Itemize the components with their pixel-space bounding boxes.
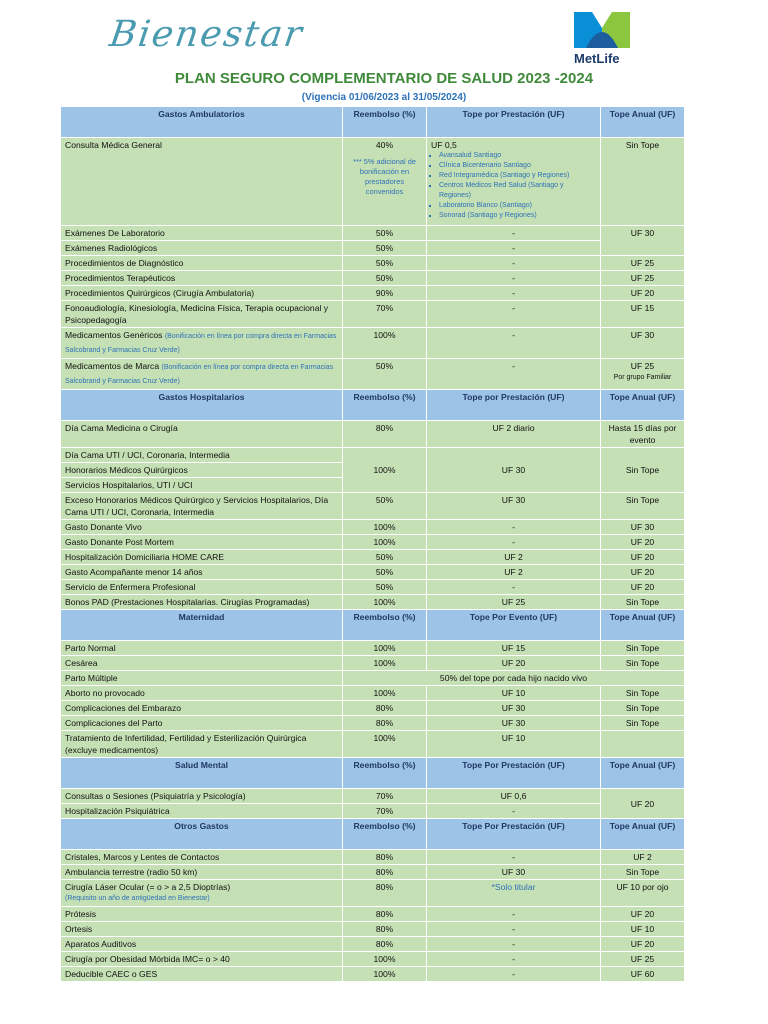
anual-cell: UF 60: [601, 967, 685, 982]
validity-period: (Vigencia 01/06/2023 al 31/05/2024): [301, 92, 467, 103]
tope-cell: -: [427, 952, 601, 967]
reembolso-value: 40%: [375, 140, 394, 150]
anual-cell: UF 20: [601, 937, 685, 952]
anual-cell: Sin Tope: [601, 716, 685, 731]
tope-cell: UF 2 diario: [427, 421, 601, 448]
benefit-name: Tratamiento de Infertilidad, Fertilidad y Esterilización Quirúrgica (excluye medicamentos): [61, 731, 343, 758]
tope-cell: -: [427, 967, 601, 982]
section-header-maternidad: [61, 610, 685, 641]
tope-cell: UF 20: [427, 656, 601, 671]
tope-cell: -: [427, 804, 601, 819]
benefit-name: Exámenes De Laboratorio: [61, 226, 343, 241]
table-row: [61, 301, 685, 328]
table-row: [61, 595, 685, 610]
header-cell: Reembolso (%): [343, 610, 427, 641]
tope-cell: -: [427, 256, 601, 271]
anual-cell: Sin Tope: [601, 641, 685, 656]
table-row: [61, 641, 685, 656]
header-cell: Tope por Prestación (UF): [427, 107, 601, 138]
benefit-name: Consulta Médica General: [61, 138, 343, 226]
benefit-name: Consultas o Sesiones (Psiquiatría y Psicología): [61, 789, 343, 804]
reembolso-cell: 70%: [343, 804, 427, 819]
table-row: [61, 448, 685, 463]
benefit-name: Exámenes Radiológicos: [61, 241, 343, 256]
benefit-name: Aborto no provocado: [61, 686, 343, 701]
anual-cell: [601, 359, 685, 390]
header-cell: Tope Anual (UF): [601, 819, 685, 850]
table-row: [61, 359, 685, 390]
header-cell: Maternidad: [61, 610, 343, 641]
anual-cell: UF 30: [601, 520, 685, 535]
reembolso-cell: 100%: [343, 328, 427, 359]
anual-cell: UF 2: [601, 850, 685, 865]
tope-cell: UF 2: [427, 550, 601, 565]
section-header-ambulatorios: [61, 107, 685, 138]
reembolso-cell: 50%: [343, 493, 427, 520]
list-item: ▪ Laboratorio Blanco (Santiago): [439, 201, 596, 211]
anual-cell: Sin Tope: [601, 686, 685, 701]
benefit-name: Parto Normal: [61, 641, 343, 656]
benefit-name: Complicaciones del Embarazo: [61, 701, 343, 716]
anual-cell: UF 20: [601, 907, 685, 922]
reembolso-cell: 80%: [343, 421, 427, 448]
bienestar-logo: Bienestar: [107, 14, 307, 55]
tope-cell: [427, 138, 601, 226]
reembolso-cell: 50%: [343, 241, 427, 256]
list-item: ▪ Clínica Bicentenario Santiago: [439, 161, 596, 171]
reembolso-cell: 70%: [343, 789, 427, 804]
anual-cell: Sin Tope: [601, 865, 685, 880]
benefit-name: Medicamentos Genéricos: [65, 330, 163, 340]
tope-cell: -: [427, 241, 601, 256]
tope-cell: UF 30: [427, 448, 601, 493]
anual-cell: Hasta 15 días por evento: [601, 421, 685, 448]
reembolso-cell: [343, 138, 427, 226]
list-item: ▪ Sonorad (Santiago y Regiones): [439, 211, 596, 221]
table-row: [61, 286, 685, 301]
tope-cell: UF 10: [427, 686, 601, 701]
benefit-name: Complicaciones del Parto: [61, 716, 343, 731]
reembolso-cell: 50%: [343, 256, 427, 271]
reembolso-cell: 80%: [343, 922, 427, 937]
anual-cell: UF 25: [601, 952, 685, 967]
tope-cell: UF 30: [427, 701, 601, 716]
benefit-name: Exceso Honorarios Médicos Quirúrgico y Servicios Hospitalarios, Día Cama UTI / UCI, Coronaria, Intermedia: [61, 493, 343, 520]
anual-cell: Sin Tope: [601, 595, 685, 610]
table-row: [61, 226, 685, 241]
anual-cell: UF 25: [601, 256, 685, 271]
section-header-salud-mental: [61, 758, 685, 789]
anual-cell: UF 20: [601, 550, 685, 565]
header-cell: Tope Por Prestación (UF): [427, 758, 601, 789]
table-row: [61, 731, 685, 758]
tope-cell: -: [427, 520, 601, 535]
anual-cell: Sin Tope: [601, 448, 685, 493]
header-cell: Tope Anual (UF): [601, 758, 685, 789]
reembolso-cell: 70%: [343, 301, 427, 328]
reembolso-cell: 90%: [343, 286, 427, 301]
table-row: [61, 686, 685, 701]
anual-cell: UF 20: [601, 286, 685, 301]
header-cell: Gastos Ambulatorios: [61, 107, 343, 138]
tope-cell: -: [427, 535, 601, 550]
tope-cell: UF 25: [427, 595, 601, 610]
tope-cell: -: [427, 328, 601, 359]
tope-cell: -: [427, 937, 601, 952]
tope-cell: -: [427, 271, 601, 286]
reembolso-cell: 100%: [343, 952, 427, 967]
anual-cell: Sin Tope: [601, 493, 685, 520]
benefit-name: Cirugía por Obesidad Mórbida IMC= o > 40: [61, 952, 343, 967]
reembolso-cell: 100%: [343, 686, 427, 701]
list-item: ▪ Red Integramédica (Santiago y Regiones): [439, 171, 596, 181]
anual-cell: UF 30: [601, 328, 685, 359]
reembolso-cell: 80%: [343, 937, 427, 952]
table-row: [61, 328, 685, 359]
reembolso-cell: 100%: [343, 641, 427, 656]
reembolso-cell: 100%: [343, 448, 427, 493]
tope-cell: UF 30: [427, 493, 601, 520]
anual-note: Por grupo Familiar: [613, 374, 672, 381]
reembolso-cell: 50%: [343, 580, 427, 595]
header-cell: Reembolso (%): [343, 758, 427, 789]
reembolso-cell: 100%: [343, 656, 427, 671]
list-item: ▪ Avansalud Santiago: [439, 151, 596, 161]
benefit-name: Ortesis: [61, 922, 343, 937]
reembolso-cell: 100%: [343, 731, 427, 758]
benefit-name: Hospitalización Domiciliaria HOME CARE: [61, 550, 343, 565]
benefit-name: Día Cama Medicina o Cirugía: [61, 421, 343, 448]
tope-cell: UF 30: [427, 716, 601, 731]
header-cell: Tope por Prestación (UF): [427, 390, 601, 421]
anual-cell: UF 20: [601, 580, 685, 595]
multiple-birth-rule: 50% del tope por cada hijo nacido vivo: [343, 671, 685, 686]
benefit-name: Servicio de Enfermera Profesional: [61, 580, 343, 595]
benefit-name-cell: [61, 328, 343, 359]
table-row: [61, 907, 685, 922]
reembolso-cell: 100%: [343, 520, 427, 535]
benefit-name: Servicios Hospitalarios, UTI / UCI: [61, 478, 343, 493]
benefit-name: Procedimientos Terapéuticos: [61, 271, 343, 286]
section-header-otros-gastos: [61, 819, 685, 850]
tope-cell: -: [427, 922, 601, 937]
benefit-name: Prótesis: [61, 907, 343, 922]
tope-cell: -: [427, 226, 601, 241]
reembolso-cell: 80%: [343, 865, 427, 880]
reembolso-cell: 50%: [343, 226, 427, 241]
benefit-name: Día Cama UTI / UCI, Coronaria, Intermedia: [61, 448, 343, 463]
tope-cell: -: [427, 301, 601, 328]
header-cell: Reembolso (%): [343, 819, 427, 850]
table-row: [61, 671, 685, 686]
benefit-name: Honorarios Médicos Quirúrgicos: [61, 463, 343, 478]
tope-cell: -: [427, 359, 601, 390]
table-row: [61, 937, 685, 952]
metlife-wordmark: MetLife: [574, 51, 620, 66]
table-row: [61, 580, 685, 595]
tope-cell: -: [427, 580, 601, 595]
anual-cell: UF 25: [601, 271, 685, 286]
header-cell: Tope Anual (UF): [601, 390, 685, 421]
reembolso-cell: 50%: [343, 359, 427, 390]
benefit-name: Aparatos Auditivos: [61, 937, 343, 952]
benefits-table: [60, 106, 685, 982]
benefit-name: Cristales, Marcos y Lentes de Contactos: [61, 850, 343, 865]
table-row: [61, 952, 685, 967]
header-cell: Gastos Hospitalarios: [61, 390, 343, 421]
table-row: [61, 271, 685, 286]
header-cell: Tope Por Prestación (UF): [427, 819, 601, 850]
benefit-name: Cesárea: [61, 656, 343, 671]
table-row: [61, 716, 685, 731]
table-row: [61, 520, 685, 535]
reembolso-cell: 50%: [343, 565, 427, 580]
benefit-name: Procedimientos Quirúrgicos (Cirugía Ambulatoria): [61, 286, 343, 301]
table-row: [61, 493, 685, 520]
benefit-name: Hospitalización Psiquiátrica: [61, 804, 343, 819]
header-cell: Salud Mental: [61, 758, 343, 789]
benefit-name: Bonos PAD (Prestaciones Hospitalarias. Cirugías Programadas): [61, 595, 343, 610]
benefit-name-cell: [61, 880, 343, 907]
page-title: PLAN SEGURO COMPLEMENTARIO DE SALUD 2023 -2024: [174, 70, 594, 87]
header-cell: Otros Gastos: [61, 819, 343, 850]
table-row: [61, 880, 685, 907]
anual-cell: Sin Tope: [601, 138, 685, 226]
discount-note: *** 5% adicional de bonificación en prestadores convenidos: [353, 157, 416, 196]
tope-cell: UF 10: [427, 731, 601, 758]
benefit-name: Medicamentos de Marca: [65, 361, 160, 371]
reembolso-cell: 80%: [343, 880, 427, 907]
table-row: [61, 565, 685, 580]
tope-cell: UF 2: [427, 565, 601, 580]
benefit-name: Gasto Acompañante menor 14 años: [61, 565, 343, 580]
tope-cell: -: [427, 907, 601, 922]
tope-cell: UF 0,6: [427, 789, 601, 804]
anual-cell: Sin Tope: [601, 701, 685, 716]
header-cell: Tope Por Evento (UF): [427, 610, 601, 641]
tope-cell: -: [427, 850, 601, 865]
header-cell: Tope Anual (UF): [601, 610, 685, 641]
table-row: [61, 535, 685, 550]
benefit-name: Cirugía Láser Ocular (= o > a 2,5 Dioptrías): [65, 882, 231, 892]
benefit-name: Deducible CAEC o GES: [61, 967, 343, 982]
header-cell: Reembolso (%): [343, 107, 427, 138]
reembolso-cell: 50%: [343, 550, 427, 565]
table-row: [61, 241, 685, 256]
anual-value: UF 25: [630, 361, 655, 371]
benefit-note: (Bonificación en línea por compra directa en Farmacias Salcobrand y Farmacias Cruz Verde): [65, 333, 337, 354]
table-row: [61, 656, 685, 671]
table-row: [61, 789, 685, 804]
tope-cell: UF 30: [427, 865, 601, 880]
table-row: [61, 550, 685, 565]
benefit-name: Gasto Donante Vivo: [61, 520, 343, 535]
anual-cell: UF 20: [601, 535, 685, 550]
tope-cell: UF 15: [427, 641, 601, 656]
table-row: [61, 865, 685, 880]
reembolso-cell: 50%: [343, 271, 427, 286]
reembolso-cell: 80%: [343, 850, 427, 865]
benefit-name-cell: [61, 359, 343, 390]
tope-cell: *Solo titular: [427, 880, 601, 907]
list-item: ▪ Centros Médicos Red Salud (Santiago y Regiones): [439, 181, 596, 201]
header-cell: Reembolso (%): [343, 390, 427, 421]
reembolso-cell: 100%: [343, 595, 427, 610]
provider-list: [431, 151, 596, 221]
anual-cell: UF 30: [601, 226, 685, 256]
benefit-note: (Requisito un año de antigüedad en Bienestar): [65, 895, 210, 902]
header-cell: Tope Anual (UF): [601, 107, 685, 138]
anual-cell: UF 20: [601, 565, 685, 580]
reembolso-cell: 80%: [343, 701, 427, 716]
table-row: [61, 701, 685, 716]
benefit-name: Procedimientos de Diagnóstico: [61, 256, 343, 271]
anual-cell: UF 10 por ojo: [601, 880, 685, 907]
table-row: [61, 421, 685, 448]
reembolso-cell: 100%: [343, 535, 427, 550]
reembolso-cell: 100%: [343, 967, 427, 982]
table-row: [61, 256, 685, 271]
table-row: [61, 967, 685, 982]
anual-cell: [601, 731, 685, 758]
section-header-hospitalarios: [61, 390, 685, 421]
benefit-name: Fonoaudiología, Kinesiología, Medicina Física, Terapia ocupacional y Psicopedagogía: [61, 301, 343, 328]
anual-cell: UF 15: [601, 301, 685, 328]
benefit-name: Gasto Donante Post Mortem: [61, 535, 343, 550]
tope-cell: -: [427, 286, 601, 301]
benefit-note: (Bonificación en línea por compra directa en Farmacias Salcobrand y Farmacias Cruz Verde): [65, 364, 334, 385]
table-row: [61, 138, 685, 226]
table-row: [61, 804, 685, 819]
benefit-name: Ambulancia terrestre (radio 50 km): [61, 865, 343, 880]
table-row: [61, 850, 685, 865]
benefit-name: Parto Múltiple: [61, 671, 343, 686]
table-row: [61, 922, 685, 937]
tope-value: UF 0,5: [431, 140, 457, 150]
reembolso-cell: 80%: [343, 907, 427, 922]
anual-cell: UF 20: [601, 789, 685, 819]
anual-cell: UF 10: [601, 922, 685, 937]
anual-cell: Sin Tope: [601, 656, 685, 671]
reembolso-cell: 80%: [343, 716, 427, 731]
